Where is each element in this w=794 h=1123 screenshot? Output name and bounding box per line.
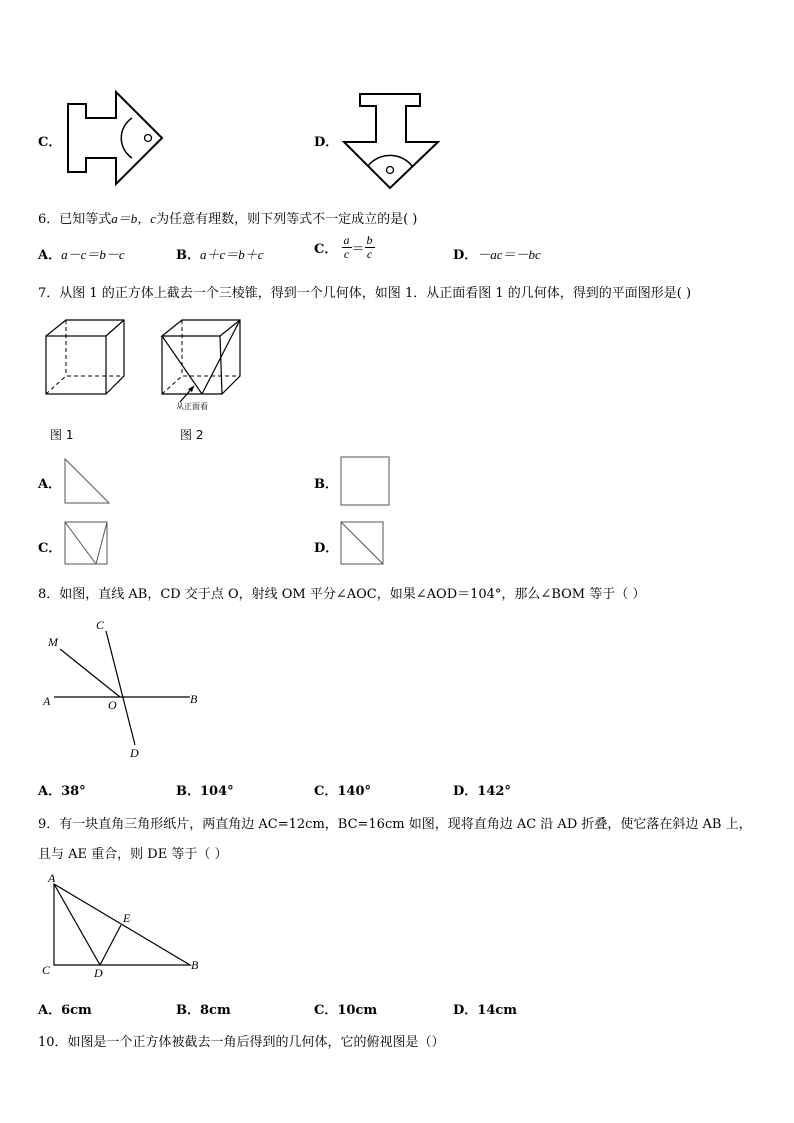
q7-option-a-figure — [64, 458, 110, 504]
q8-option-c: C．140° — [314, 784, 371, 799]
q8-label-c: C — [96, 618, 105, 632]
q7-option-d-label: D． — [314, 541, 339, 556]
q8-label-a: A — [43, 694, 51, 708]
q6-option-c-fraction-a — [342, 234, 352, 261]
q9-option-c: C．10cm — [314, 1003, 378, 1018]
q8-option-a: A．38° — [38, 784, 86, 799]
q6-option-c-num-a: a — [343, 233, 350, 247]
q7-figure-1-caption: 图 1 — [50, 428, 74, 442]
q8-label-d: D — [130, 746, 139, 760]
q7-stem: 7．从图 1 的正方体上截去一个三棱锥，得到一个几何体，如图 1．从正面看图 1 的几何体，得到的平面图形是( ) — [38, 286, 692, 301]
q6-option-c-den-a: c — [343, 247, 350, 261]
q5-option-c-label: C． — [38, 135, 62, 150]
q8-option-d: D．142° — [453, 784, 511, 799]
q8-label-b: B — [190, 692, 198, 706]
q5-option-c-figure — [66, 90, 166, 186]
q9-label-e: E — [123, 911, 131, 925]
q7-figure-2-cut-cube — [160, 318, 252, 414]
q9-label-c: C — [42, 963, 51, 977]
q8-stem: 8．如图，直线 AB，CD 交于点 O，射线 OM 平分∠AOC，如果∠AOD＝104°，那么∠BOM 等于（ ） — [38, 587, 646, 602]
q9-label-d: D — [94, 966, 103, 980]
q6-option-a-label: A． — [38, 248, 62, 263]
q6-option-c-fraction-b — [365, 234, 375, 261]
q6-option-d-expr: －ac＝－bc — [477, 247, 541, 262]
q6-option-b — [176, 244, 264, 263]
q7-option-c-label: C． — [38, 541, 62, 556]
q9-option-b: B．8cm — [176, 1003, 231, 1018]
q9-stem-line-1: 9．有一块直角三角形纸片，两直角边 AC=12cm，BC=16cm 如图，现将直角边 AC 沿 AD 折叠，使它落在斜边 AB 上， — [38, 817, 752, 832]
q6-option-d — [453, 244, 541, 263]
q9-label-b: B — [191, 958, 199, 972]
q8-option-b: B．104° — [176, 784, 234, 799]
q8-label-o: O — [108, 698, 117, 712]
q9-label-a: A — [48, 871, 56, 885]
q7-option-b-label: B． — [314, 477, 338, 492]
q6-stem-suffix: 为任意有理数，则下列等式不一定成立的是( ) — [156, 212, 418, 227]
q6-option-b-label: B． — [176, 248, 200, 263]
q8-label-m: M — [48, 635, 58, 649]
q6-stem-equation: a＝b，c — [111, 211, 157, 226]
q9-option-a: A．6cm — [38, 1003, 92, 1018]
q7-option-c-figure — [64, 521, 108, 565]
q6-option-a — [38, 244, 125, 263]
q6-option-c-num-b: b — [366, 233, 373, 247]
q6-option-d-label: D． — [453, 248, 478, 263]
q7-option-d-figure — [340, 521, 384, 565]
q5-option-d-figure — [342, 92, 440, 190]
q7-option-a-label: A． — [38, 477, 62, 492]
q6-option-c-den-b: c — [366, 247, 373, 261]
q10-stem: 10．如图是一个正方体被截去一角后得到的几何体，它的俯视图是（） — [38, 1035, 445, 1050]
q9-stem-line-2: 且与 AE 重合，则 DE 等于（ ） — [38, 847, 228, 862]
q6-stem — [38, 208, 417, 227]
q7-option-b-figure — [340, 456, 390, 506]
q6-option-c-equals: ＝ — [351, 242, 365, 257]
q6-option-a-expr: a－c＝b－c — [61, 247, 125, 262]
q5-option-d-label: D． — [314, 135, 339, 150]
q6-option-c — [314, 234, 375, 261]
q7-figure-1-cube — [44, 318, 128, 398]
q6-option-c-label: C． — [314, 242, 338, 257]
q7-arrow-label: 从正面看 — [176, 402, 208, 411]
q8-figure-intersecting-lines — [40, 615, 210, 765]
q9-option-d: D．14cm — [453, 1003, 518, 1018]
q6-stem-prefix: 6．已知等式 — [38, 212, 112, 227]
q6-option-b-expr: a＋c＝b＋c — [200, 247, 264, 262]
q7-figure-2-caption: 图 2 — [180, 428, 204, 442]
